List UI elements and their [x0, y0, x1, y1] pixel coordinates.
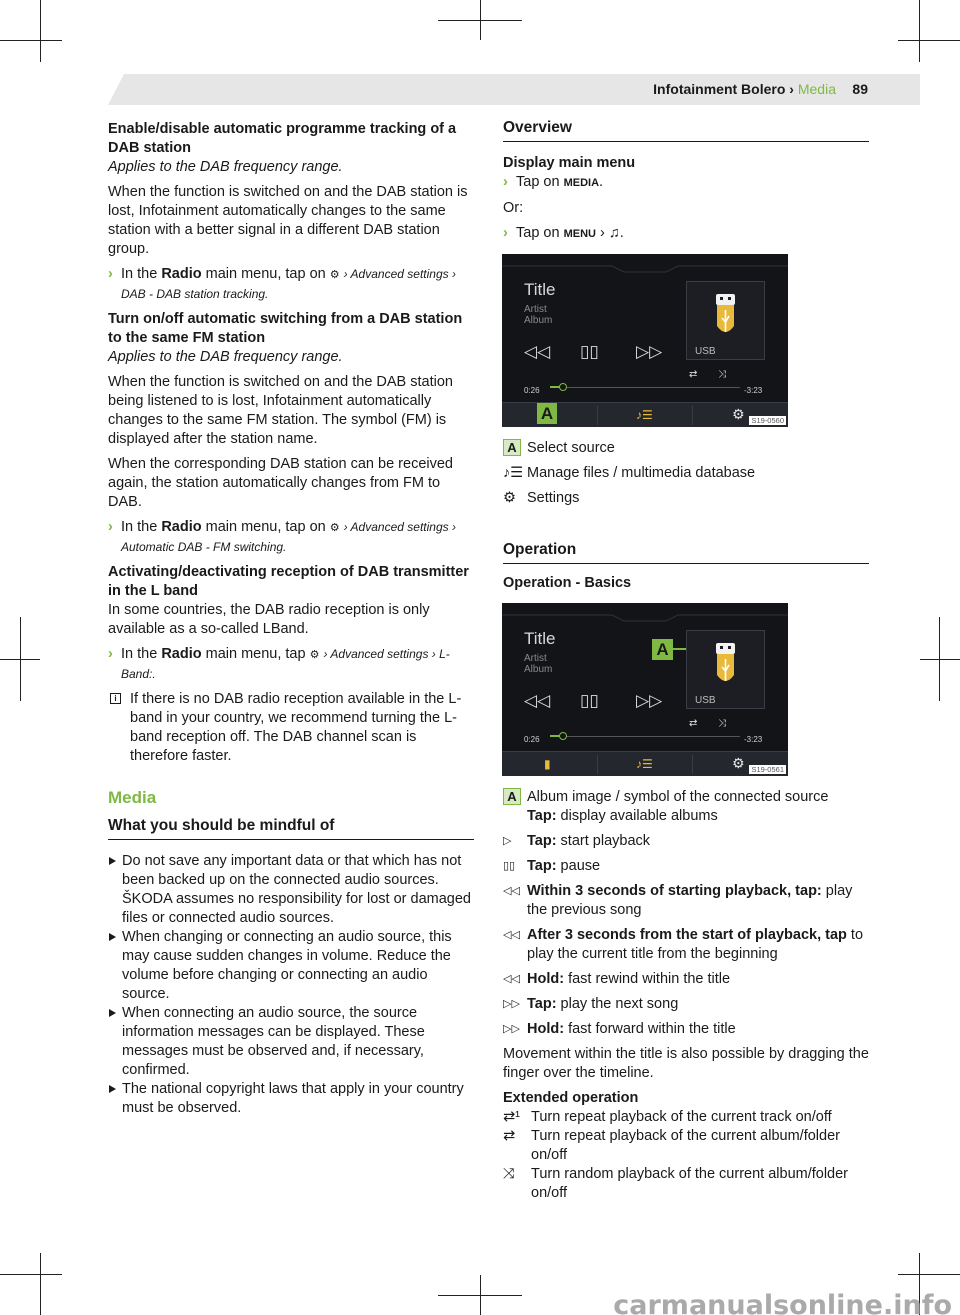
paragraph: When the corresponding DAB station can be received again, the station automatically changes from FM to DAB. [108, 456, 453, 510]
step-text: In the [121, 266, 162, 282]
crop-mark [40, 0, 41, 62]
media-key: MEDIA [563, 177, 600, 189]
extended-row [503, 1127, 869, 1165]
crop-mark [919, 0, 920, 62]
operation-text: Album image / symbol of the connected source [527, 789, 829, 805]
music-list-icon: ♪☰ [503, 465, 524, 481]
step-text: In the [121, 646, 162, 662]
gear-icon[interactable]: ⚙ [732, 406, 745, 422]
legend-row [503, 489, 869, 508]
left-column [108, 120, 474, 1118]
step-arrow-icon: › [108, 519, 113, 535]
paragraph: Or: [503, 200, 524, 216]
repeat-icon[interactable]: ⇄ [689, 369, 698, 380]
album-image[interactable] [686, 281, 765, 360]
shuffle-icon[interactable]: ⤨ [718, 369, 726, 380]
crop-mark [920, 659, 960, 660]
right-column [503, 118, 869, 1203]
note-text: If there is no DAB radio reception available in the L-band in your country, we recommend turning the L-band reception off. The DAB channel scan is therefore faster. [130, 691, 462, 764]
screen-bottom-bar [502, 402, 788, 427]
operation-action: After 3 seconds from the start of playback, tap [527, 927, 847, 943]
gear-icon: ⚙ [503, 490, 516, 506]
crop-mark [40, 1253, 41, 1315]
media-screen-figure [502, 603, 788, 776]
key-label: A [503, 788, 521, 805]
operation-action: Tap: [527, 808, 557, 824]
source-label: USB [695, 695, 716, 706]
usb-icon [687, 282, 766, 342]
operation-row [503, 995, 869, 1014]
section-title: Turn on/off automatic switching from a DAB station to the same FM station [108, 311, 463, 346]
paragraph: When the function is switched on and the DAB station being listened to is lost, Infotainment automatically changes to the same FM station. The symbol (FM) is displayed after the station name. [108, 374, 453, 447]
step-arrow-icon: › [503, 174, 508, 190]
usb-source-icon[interactable]: ▮ [544, 757, 551, 771]
next-icon[interactable]: ▷▷ [636, 342, 663, 361]
next-icon: ▷▷ [503, 1023, 520, 1035]
crop-mark [0, 40, 62, 41]
callout-label: A [537, 403, 557, 424]
instruction-step [503, 173, 869, 193]
legend-row [503, 464, 869, 483]
operation-text: play the next song [556, 996, 679, 1012]
paragraph: In some countries, the DAB radio reception is only available as a so-called LBand. [108, 602, 430, 637]
menu-key: MENU [563, 228, 596, 240]
operation-row [503, 926, 869, 964]
instruction-step [108, 265, 474, 304]
extended-text: Turn repeat playback of the current album/folder on/off [531, 1128, 840, 1163]
breadcrumb-separator: › [789, 81, 794, 97]
watermark: carmanualsonline.info [613, 1290, 952, 1315]
operation-action: Tap: [527, 858, 557, 874]
callout-label: A [652, 639, 673, 660]
legend-text: Settings [527, 490, 580, 506]
media-screen-figure [502, 254, 788, 427]
pause-icon: ▯▯ [503, 860, 516, 872]
paragraph: Movement within the title is also possible by dragging the finger over the timeline. [503, 1046, 869, 1081]
extended-text: Turn random playback of the current album/folder on/off [531, 1166, 849, 1201]
crop-mark [0, 1274, 62, 1275]
pause-icon[interactable]: ▯▯ [580, 342, 599, 361]
shuffle-icon[interactable]: ⤨ [718, 718, 726, 729]
menu-path: › Advanced settings › L-Band:. [121, 647, 450, 681]
bar-divider [692, 755, 693, 774]
pause-icon[interactable]: ▯▯ [580, 691, 599, 710]
breadcrumb-section: Infotainment Bolero [653, 81, 786, 97]
operation-action: Hold: [527, 1021, 565, 1037]
step-text: Tap on [516, 225, 564, 241]
extended-text: Turn repeat playback of the current track on/off [531, 1109, 832, 1125]
instruction-step [108, 645, 474, 684]
time-elapsed: 0:26 [524, 386, 540, 395]
source-label: USB [695, 346, 716, 357]
screen-bottom-bar [502, 751, 788, 776]
media-heading: Media [108, 788, 157, 807]
operation-text: fast forward within the title [564, 1021, 736, 1037]
operation-row [503, 807, 869, 826]
section-title: Enable/disable automatic programme tracking of a DAB station [108, 121, 457, 156]
extended-row [503, 1165, 869, 1203]
next-icon[interactable]: ▷▷ [636, 691, 663, 710]
list-item: When changing or connecting an audio source, this may cause sudden changes in volume. Reduce the volume before changing or connecting an audio source. [108, 928, 474, 1004]
step-arrow-icon: › [108, 646, 113, 662]
breadcrumb [653, 80, 836, 99]
gear-icon: ⚙ [329, 269, 340, 281]
overview-heading: Overview [503, 118, 869, 142]
bar-divider [597, 406, 598, 425]
step-arrow-icon: › [503, 225, 508, 241]
step-text: . [599, 174, 604, 190]
repeat-icon[interactable]: ⇄ [689, 718, 698, 729]
applies-note: Applies to the DAB frequency range. [108, 349, 343, 365]
timeline-slider[interactable] [550, 387, 740, 388]
step-text: › ♫. [595, 225, 624, 241]
play-icon: ▷ [503, 835, 512, 847]
subheading: Operation - Basics [503, 575, 632, 591]
page-number: 89 [852, 81, 868, 97]
extended-row [503, 1108, 869, 1127]
previous-icon: ◁◁ [503, 973, 520, 985]
breadcrumb-subsection: Media [797, 81, 836, 97]
crop-mark [898, 40, 960, 41]
step-menu-name: Radio [161, 646, 202, 662]
shuffle-icon: ⤨ [503, 1166, 515, 1182]
music-list-icon[interactable]: ♪☰ [636, 757, 653, 771]
album-image[interactable] [686, 630, 765, 709]
track-album: Album [524, 315, 553, 326]
operation-heading: Operation [503, 540, 869, 564]
list-item: When connecting an audio source, the source information messages can be displayed. These messages must be observed and, if necessary, confirmed. [108, 1004, 474, 1080]
paragraph: When the function is switched on and the DAB station is lost, Infotainment automatically changes to the same station with a better signal in a different DAB station group. [108, 184, 468, 257]
operation-action: Tap: [527, 833, 557, 849]
track-title: Title [524, 629, 556, 648]
operation-text: fast rewind within the title [564, 971, 731, 987]
figure-code: S19-0560 [751, 416, 784, 425]
track-album: Album [524, 664, 553, 675]
step-text: main menu, tap [201, 646, 310, 662]
operation-row [503, 832, 869, 851]
step-text: main menu, tap on [201, 519, 330, 535]
subheading: Display main menu [503, 155, 636, 171]
crop-mark [0, 659, 40, 660]
track-artist: Artist [524, 653, 547, 664]
list-item: Do not save any important data or that which has not been backed up on the connected audio sources. ŠKODA assumes no responsibility for lost or damaged files or connected audio sources. [108, 852, 474, 928]
gear-icon: ⚙ [309, 649, 320, 661]
operation-row [503, 1020, 869, 1039]
operation-row [503, 857, 869, 876]
legend-row [503, 439, 869, 458]
step-text: main menu, tap on [201, 266, 330, 282]
applies-note: Applies to the DAB frequency range. [108, 159, 343, 175]
usb-icon [687, 631, 766, 691]
operation-action: Tap: [527, 996, 557, 1012]
repeat-one-icon: ⇄¹ [503, 1109, 520, 1125]
figure-code: S19-0561 [751, 765, 784, 774]
operation-row [503, 788, 869, 807]
instruction-step [503, 224, 869, 244]
subheading: Extended operation [503, 1090, 639, 1106]
info-icon: i [110, 693, 121, 704]
instruction-step [108, 518, 474, 557]
operation-row [503, 882, 869, 920]
music-list-icon[interactable]: ♪☰ [636, 408, 653, 422]
operations-list [503, 788, 869, 1039]
section-title: Activating/deactivating reception of DAB transmitter in the L band [108, 564, 469, 599]
gear-icon: ⚙ [329, 522, 340, 534]
time-elapsed: 0:26 [524, 735, 540, 744]
step-menu-name: Radio [161, 519, 202, 535]
previous-icon: ◁◁ [503, 929, 520, 941]
track-title: Title [524, 280, 556, 299]
key-label: A [503, 439, 521, 456]
legend-text: Select source [527, 440, 615, 456]
bar-divider [692, 406, 693, 425]
timeline-slider[interactable] [550, 736, 740, 737]
previous-icon: ◁◁ [503, 885, 520, 897]
repeat-icon: ⇄ [503, 1128, 516, 1144]
menu-path: › Advanced settings › DAB - DAB station tracking. [121, 267, 456, 301]
operation-text: pause [556, 858, 601, 874]
step-arrow-icon: › [108, 266, 113, 282]
legend-text: Manage files / multimedia database [527, 465, 756, 481]
time-remaining: -3:23 [744, 386, 763, 395]
operation-text: start playback [556, 833, 651, 849]
bar-divider [597, 755, 598, 774]
menu-path: › Advanced settings › Automatic DAB - FM switching. [121, 520, 456, 554]
time-remaining: -3:23 [744, 735, 763, 744]
crop-mark [438, 1295, 522, 1296]
operation-row [503, 970, 869, 989]
operation-action: Within 3 seconds of starting playback, tap: [527, 883, 822, 899]
step-text: Tap on [516, 174, 564, 190]
step-menu-name: Radio [161, 266, 202, 282]
info-note [108, 690, 474, 766]
previous-icon[interactable]: ◁◁ [524, 342, 551, 361]
crop-mark [438, 20, 522, 21]
gear-icon[interactable]: ⚙ [732, 755, 745, 771]
operation-text: display available albums [556, 808, 718, 824]
mindful-heading: What you should be mindful of [108, 816, 474, 840]
list-item: The national copyright laws that apply in your country must be observed. [108, 1080, 474, 1118]
step-text: In the [121, 519, 162, 535]
operation-text: to play the current title from the beginning [527, 927, 864, 962]
next-icon: ▷▷ [503, 998, 520, 1010]
previous-icon[interactable]: ◁◁ [524, 691, 551, 710]
operation-text: play the previous song [527, 883, 853, 918]
track-artist: Artist [524, 304, 547, 315]
crop-mark [898, 1274, 960, 1275]
operation-action: Hold: [527, 971, 565, 987]
bullet-list [108, 852, 474, 1118]
